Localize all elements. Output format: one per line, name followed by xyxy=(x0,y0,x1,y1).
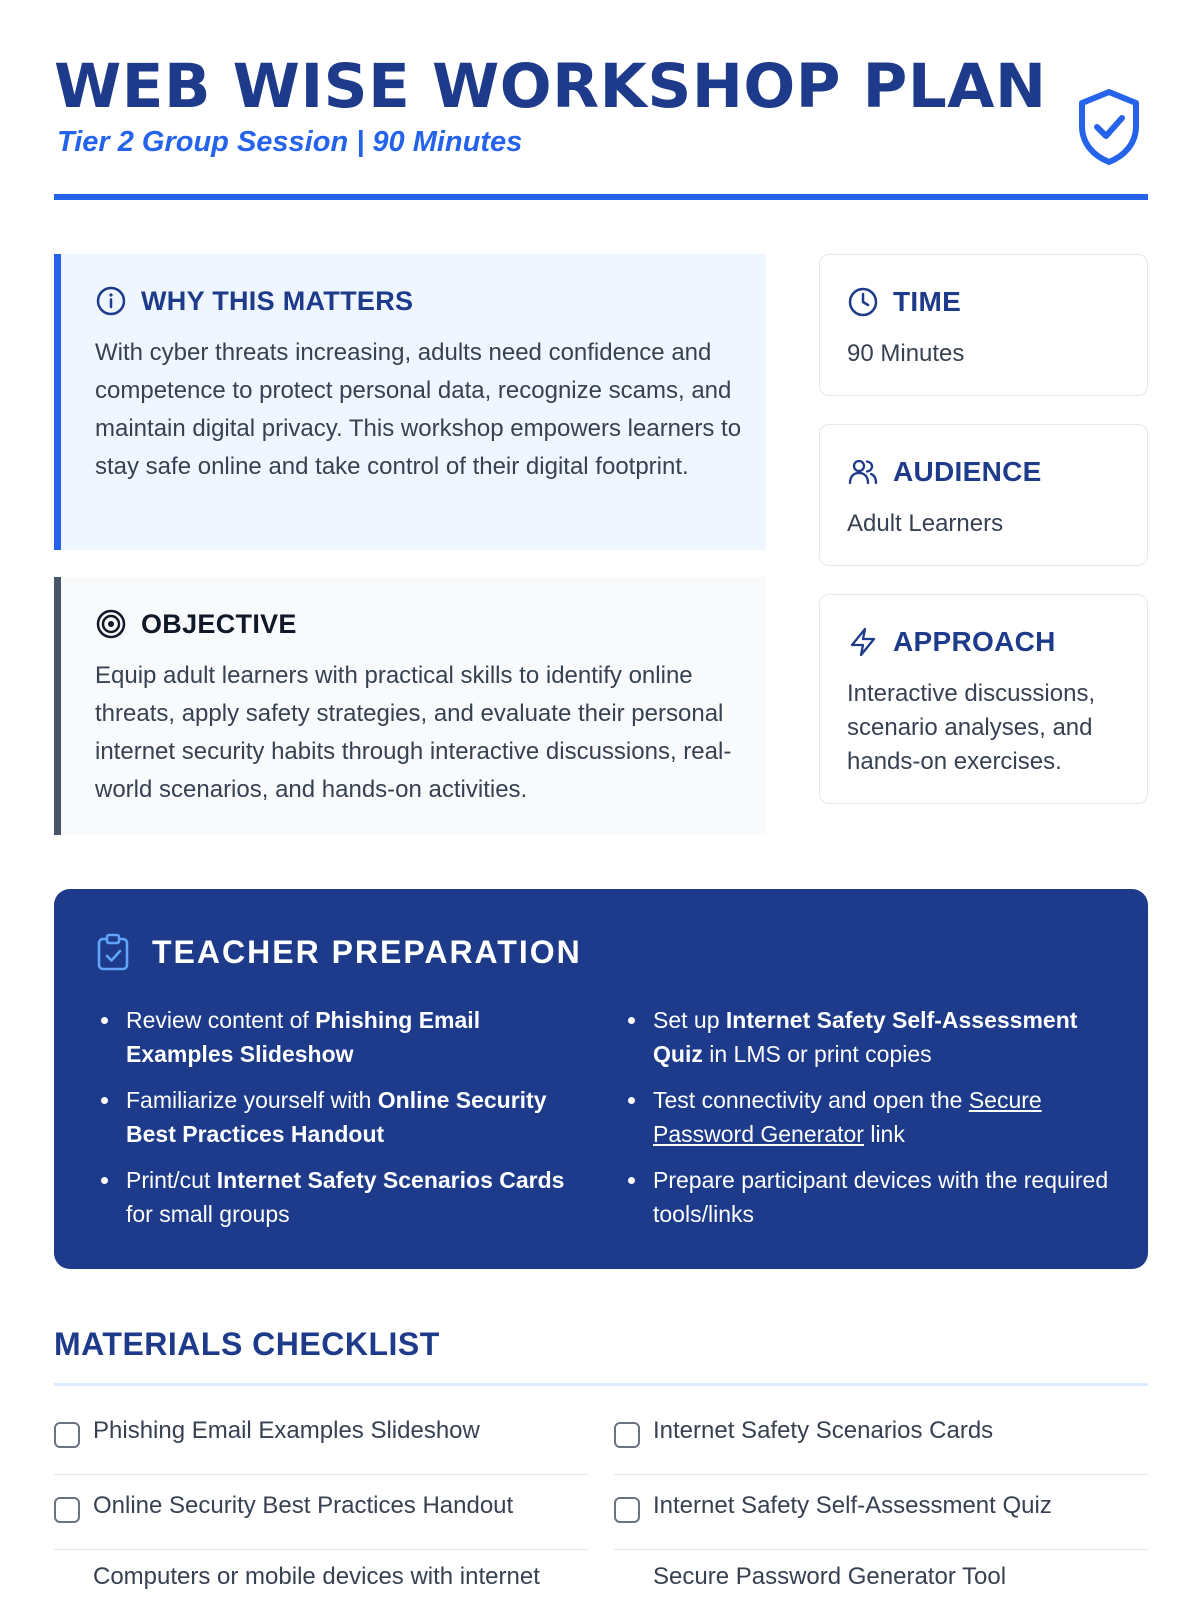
prep-item xyxy=(626,1163,1126,1231)
page-title: WEB WISE WORKSHOP PLAN xyxy=(54,51,1047,122)
prep-item-text: in LMS or print copies xyxy=(702,1041,932,1067)
why-text: With cyber threats increasing, adults need confidence and competence to protect personal data, recognize scams, and maintain digital privacy. This workshop empowers learners to stay safe online and take control of their digital footprint. xyxy=(95,339,742,480)
why-this-matters-box xyxy=(54,254,766,550)
prep-list-right xyxy=(626,1003,1126,1243)
objective-box xyxy=(54,577,766,835)
time-value: 90 Minutes xyxy=(847,340,965,367)
clipboard-check-icon xyxy=(96,933,130,971)
checkbox[interactable] xyxy=(54,1422,80,1448)
header xyxy=(54,52,1148,200)
objective-text: Equip adult learners with practical skills to identify online threats, apply safety strategies, and evaluate their personal internet security habits through interactive discussions, real-world scenarios, and hands-on activities. xyxy=(95,662,732,803)
clock-icon xyxy=(847,286,879,318)
checklist-label: Secure Password Generator Tool xyxy=(653,1563,1007,1590)
checklist-label: Computers or mobile devices with internet xyxy=(93,1563,540,1590)
checklist-item[interactable] xyxy=(54,1400,588,1475)
checklist-label: Internet Safety Self-Assessment Quiz xyxy=(653,1492,1052,1519)
objective-heading xyxy=(95,607,297,641)
prep-item xyxy=(99,1163,569,1231)
checkbox[interactable] xyxy=(614,1497,640,1523)
checklist-label: Phishing Email Examples Slideshow xyxy=(93,1417,480,1444)
prep-item-text: Prepare participant devices with the required tools/links xyxy=(653,1167,1109,1227)
prep-item-text: Familiarize yourself with xyxy=(126,1087,378,1113)
password-generator-link[interactable]: Secure Password Generator xyxy=(653,1087,1042,1147)
prep-item xyxy=(626,1083,1126,1151)
checklist-label: Internet Safety Scenarios Cards xyxy=(653,1417,994,1444)
users-icon xyxy=(847,456,879,488)
audience-heading xyxy=(847,455,1042,489)
checklist-label: Online Security Best Practices Handout xyxy=(93,1492,514,1519)
approach-card xyxy=(819,594,1148,804)
info-icon xyxy=(95,285,127,317)
checklist-item[interactable] xyxy=(614,1475,1148,1550)
prep-item-material: Phishing Email Examples Slideshow xyxy=(126,1007,481,1067)
checklist-item[interactable] xyxy=(614,1560,1148,1600)
prep-item-text: Test connectivity and open the xyxy=(653,1087,969,1113)
prep-item-text: link xyxy=(863,1121,905,1147)
checkbox[interactable] xyxy=(614,1422,640,1448)
shield-check-icon xyxy=(1076,88,1142,166)
approach-title: APPROACH xyxy=(893,626,1056,657)
prep-item-material: Online Security Best Practices Handout xyxy=(126,1087,547,1147)
why-heading xyxy=(95,284,413,318)
checklist-item[interactable] xyxy=(54,1560,588,1600)
approach-value: Interactive discussions, scenario analyses, and hands-on exercises. xyxy=(847,680,1096,775)
prep-item xyxy=(626,1003,1126,1071)
objective-title: OBJECTIVE xyxy=(141,608,297,639)
prep-item-text: Print/cut xyxy=(126,1167,217,1193)
materials-title: MATERIALS CHECKLIST xyxy=(54,1326,440,1362)
prep-item-text: Set up xyxy=(653,1007,726,1033)
prep-list-left xyxy=(99,1003,569,1243)
time-heading xyxy=(847,285,961,319)
prep-item-material: Internet Safety Self-Assessment Quiz xyxy=(653,1007,1078,1067)
prep-item-material: Internet Safety Scenarios Cards xyxy=(216,1167,565,1193)
time-title: TIME xyxy=(893,286,962,317)
checklist-item[interactable] xyxy=(614,1400,1148,1475)
lightning-icon xyxy=(847,626,879,658)
prep-item-text: Review content of xyxy=(126,1007,316,1033)
teacher-preparation-panel xyxy=(54,889,1148,1269)
materials-divider xyxy=(54,1383,1148,1386)
prep-item xyxy=(99,1083,569,1151)
checkbox[interactable] xyxy=(54,1497,80,1523)
target-icon xyxy=(95,608,127,640)
header-divider xyxy=(54,194,1148,200)
audience-card xyxy=(819,424,1148,566)
approach-heading xyxy=(847,625,1056,659)
prep-item xyxy=(99,1003,569,1071)
audience-title: AUDIENCE xyxy=(893,456,1042,487)
audience-value: Adult Learners xyxy=(847,510,1004,537)
prep-item-text: for small groups xyxy=(126,1201,290,1227)
workshop-plan-page xyxy=(54,0,1148,1600)
prep-title: TEACHER PREPARATION xyxy=(152,933,582,970)
time-card xyxy=(819,254,1148,396)
prep-heading xyxy=(96,933,582,971)
checklist-item[interactable] xyxy=(54,1475,588,1550)
page-subtitle: Tier 2 Group Session | 90 Minutes xyxy=(57,126,523,158)
why-title: WHY THIS MATTERS xyxy=(141,285,414,316)
